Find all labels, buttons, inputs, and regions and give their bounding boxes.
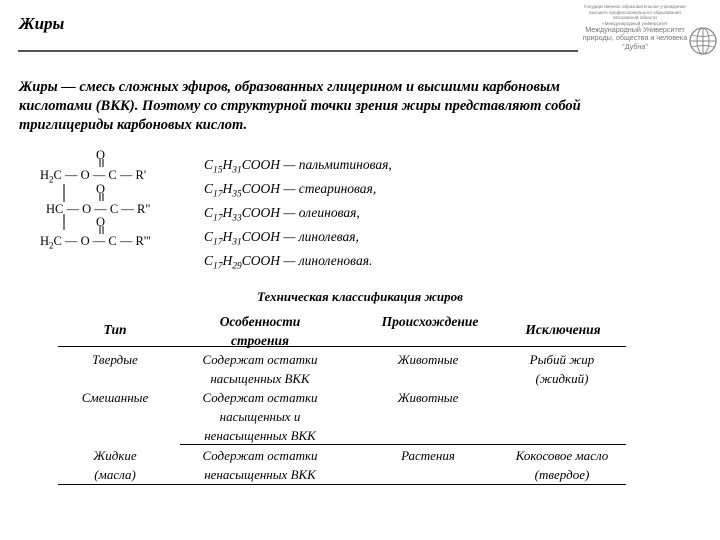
oxygen-3: O bbox=[96, 215, 106, 229]
globe-icon bbox=[688, 26, 718, 56]
acid-item: $C_{15}H_{31}COOH$ — пальмитиновая, bbox=[204, 157, 392, 176]
structure-row-1: $H_2C$ — O — C — R' bbox=[40, 168, 147, 185]
header-origin: Происхождение bbox=[381, 314, 479, 329]
header-exceptions: Исключения bbox=[525, 322, 601, 337]
header-rule bbox=[58, 346, 626, 347]
fatty-acids-list bbox=[204, 156, 392, 275]
university-logo bbox=[576, 2, 718, 62]
structure-row-2: HC — O — C — R" bbox=[46, 202, 151, 216]
intro-paragraph: Жиры — смесь сложных эфиров, образованных глицерином и высшими карбоновым кислотами (ВКК). Поэтому со структурной точки зрения жиры представляют собой триглицериды карбоновых кислот. bbox=[19, 79, 581, 133]
logo-small-text: Государственное образовательное учреждение высшего профессионального образования Московской области «Международный университет bbox=[584, 4, 686, 26]
acid-item: $C_{17}H_{35}COOH$ — стеариновая, bbox=[204, 180, 377, 200]
acid-item: $C_{17}H_{33}COOH$ — олеиновая, bbox=[204, 204, 360, 224]
bottom-rule bbox=[58, 484, 626, 485]
slide-title: Жиры bbox=[19, 14, 65, 33]
acid-item: $C_{17}H_{29}COOH$ — линоленовая. bbox=[204, 252, 373, 272]
acid-item: $C_{17}H_{31}COOH$ — линолевая, bbox=[204, 228, 359, 248]
structure-row-3: $H_2C$ — O — C — R''' bbox=[40, 234, 151, 251]
header-structure: Особенности строения bbox=[219, 314, 301, 348]
logo-university-name: Международный Университет природы, общества и человека "Дубна" bbox=[582, 25, 688, 51]
row-rule bbox=[180, 444, 626, 445]
header-type: Тип bbox=[103, 322, 127, 337]
oxygen-1: O bbox=[96, 148, 106, 162]
oxygen-2: O bbox=[96, 182, 106, 196]
structure-bonds bbox=[34, 148, 204, 248]
title-divider bbox=[18, 50, 578, 52]
triglyceride-structure bbox=[34, 148, 204, 251]
table-caption: Техническая классификация жиров bbox=[257, 289, 463, 304]
